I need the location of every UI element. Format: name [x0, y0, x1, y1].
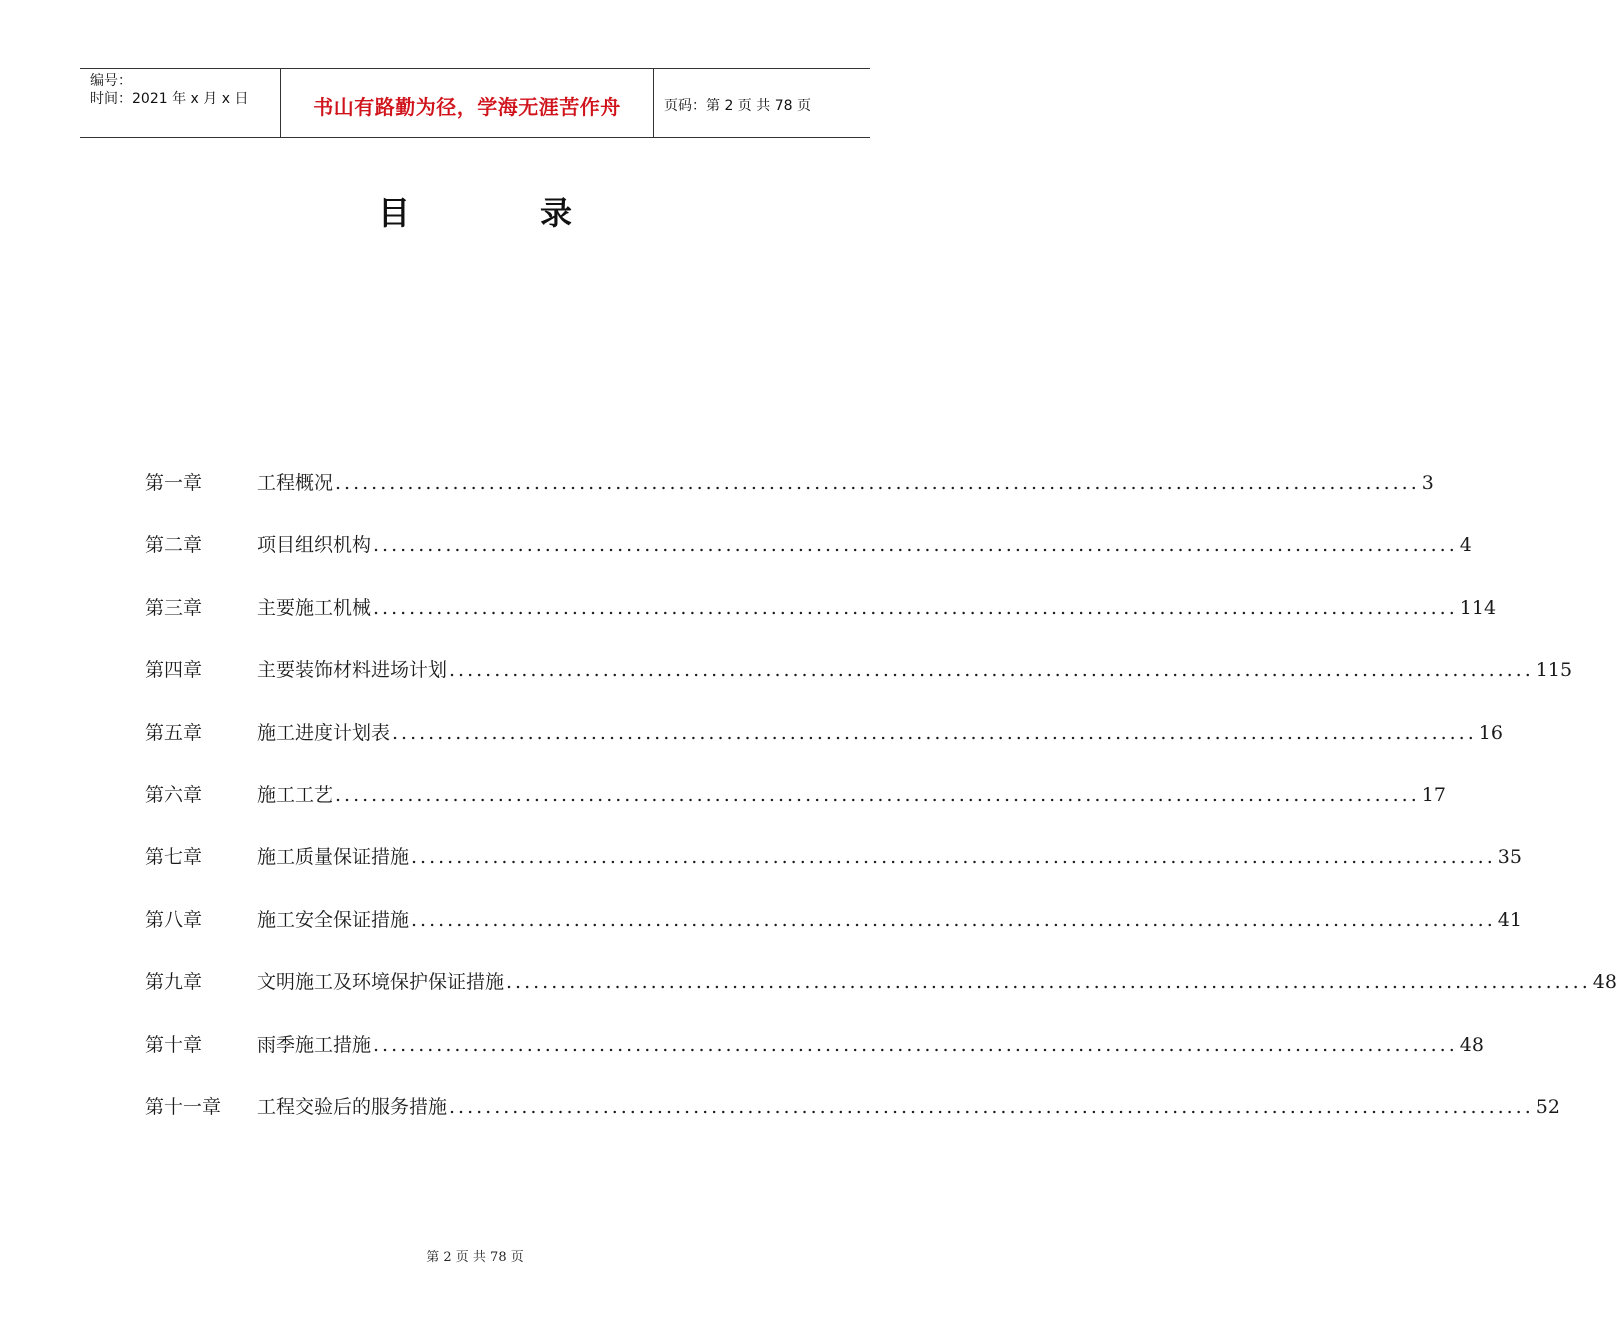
toc-item[interactable]: [145, 965, 1617, 1027]
time-label: 时间：2021 年 x 月 x 日: [90, 91, 249, 107]
toc-chapter: 第一章: [145, 472, 203, 494]
page-title: [0, 188, 950, 234]
toc-leader: ........................................................................................................................: [449, 659, 1534, 682]
toc-leader: ........................................................................................................................: [392, 721, 1477, 744]
toc-item[interactable]: [145, 716, 1503, 778]
toc-chapter: 第九章: [145, 971, 203, 994]
toc-leader: ........................................................................................................................: [335, 472, 1420, 494]
toc-title: 施工安全保证措施: [257, 908, 410, 931]
toc-item[interactable]: [145, 903, 1522, 965]
toc-chapter: 第七章: [145, 846, 203, 869]
toc-chapter: 第二章: [145, 534, 203, 557]
toc-leader: ........................................................................................................................: [373, 534, 1458, 557]
toc-item[interactable]: [145, 466, 1434, 528]
toc-page-number: 35: [1497, 846, 1522, 869]
toc-page-number: 16: [1478, 721, 1503, 744]
toc-page-number: 4: [1459, 534, 1472, 557]
toc-page-number: 48: [1592, 971, 1617, 994]
toc-page-number: 48: [1459, 1033, 1484, 1056]
toc-leader: ........................................................................................................................: [411, 908, 1496, 931]
header-meta: [80, 69, 281, 137]
toc-page-number: 115: [1535, 659, 1573, 682]
toc-item[interactable]: [145, 1028, 1484, 1090]
toc-leader: ........................................................................................................................: [373, 596, 1458, 619]
toc-title: 主要施工机械: [257, 596, 372, 619]
toc-item[interactable]: [145, 528, 1472, 590]
toc-chapter: 第五章: [145, 721, 203, 744]
toc-chapter: 第四章: [145, 659, 203, 682]
title-char-1: 目: [377, 194, 410, 232]
toc-page-number: 17: [1421, 783, 1446, 806]
toc-title: 工程交验后的服务措施: [257, 1095, 448, 1118]
toc-leader: ........................................................................................................................: [335, 783, 1420, 806]
table-of-contents: [145, 466, 1617, 1152]
toc-title: 文明施工及环境保护保证措施: [257, 971, 505, 994]
toc-title: 项目组织机构: [257, 534, 372, 557]
page-footer: 第 2 页 共 78 页: [426, 1250, 524, 1265]
header-page-info: 页码：第 2 页 共 78 页: [664, 98, 811, 114]
toc-page-number: 3: [1421, 472, 1434, 494]
toc-chapter: 第六章: [145, 783, 203, 806]
toc-leader: ........................................................................................................................: [449, 1095, 1534, 1118]
page-header: [80, 68, 870, 138]
toc-item[interactable]: [145, 840, 1522, 902]
toc-title: 主要装饰材料进场计划: [257, 659, 448, 682]
toc-page-number: 41: [1497, 908, 1522, 931]
title-char-2: 录: [540, 194, 573, 232]
toc-chapter: 第八章: [145, 908, 203, 931]
toc-item[interactable]: [145, 653, 1573, 715]
toc-title: 工程概况: [257, 472, 334, 494]
toc-chapter: 第十一章: [145, 1095, 222, 1118]
toc-leader: ........................................................................................................................: [506, 971, 1591, 994]
toc-item[interactable]: [145, 1090, 1560, 1152]
toc-item[interactable]: [145, 778, 1446, 840]
toc-page-number: 52: [1535, 1095, 1560, 1118]
toc-item[interactable]: [145, 591, 1497, 653]
header-slogan: 书山有路勤为径，学海无涯苦作舟: [281, 69, 654, 137]
toc-title: 施工质量保证措施: [257, 846, 410, 869]
toc-title: 施工进度计划表: [257, 721, 391, 744]
toc-leader: ........................................................................................................................: [373, 1033, 1458, 1056]
toc-page-number: 114: [1459, 596, 1497, 619]
toc-chapter: 第十章: [145, 1033, 203, 1056]
toc-title: 施工工艺: [257, 783, 334, 806]
toc-chapter: 第三章: [145, 596, 203, 619]
toc-title: 雨季施工措施: [257, 1033, 372, 1056]
number-label: 编号：: [90, 73, 132, 89]
toc-leader: ........................................................................................................................: [411, 846, 1496, 869]
